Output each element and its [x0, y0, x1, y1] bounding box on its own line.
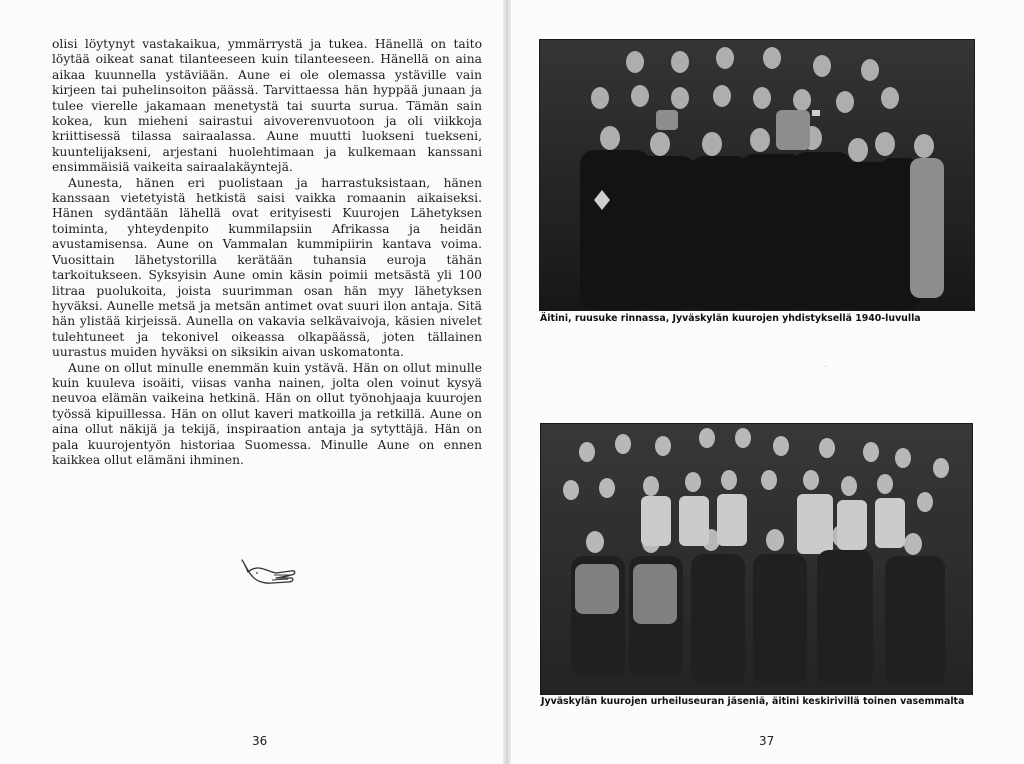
body-text: [52, 37, 482, 468]
paper-speck: ·: [824, 360, 828, 373]
paragraph-3: Aune on ollut minulle enemmän kuin ystävä. Hän on ollut minulle kuin kuuleva isoäiti, viisas vanha nainen, jolta olen voinut kysyä neuvoa elämän vaikeina hetkinä. Hän on ollut työnohjaaja kuurojen työssä kipuillessa. Hän on ollut kaveri matkoilla ja retkillä. Aune on aina ollut näkijä ja tekijä, inspiraation antaja ja sytyttäjä. Hän on pala kuurojentyön historiaa Suomessa. Minulle Aune on ennen kaikkea ollut elämäni ihminen.: [52, 360, 482, 467]
paragraph-1: olisi löytynyt vastakaikua, ymmärrystä ja tukea. Hänellä on taito löytää oikeat sanat tilanteeseen kuin tilanteeseen. Hänellä on aina aikaa kuunnella ystäviään. Aune ei ole olemassa ystäville vain kirjeen tai puhelinsoiton päässä. Tarvittaessa hän hyppää junaan ja tulee vierelle jakamaan menetystä tai suurta surua. Tämän sain kokea, kun mieheni sairastui aivoverenvuotoon ja oli viikkoja kriittisessä tilassa sairaalassa. Aune muutti luokseni tuekseni, kuuntelijakseni, arjestani huolehtimaan ja kulkemaan kanssani ensimmäisiä vaikeita sairaalakäyntejä.: [52, 37, 482, 175]
group-photo-2: [541, 424, 972, 694]
left-page: [0, 0, 505, 764]
page-number-right: 37: [759, 734, 775, 748]
group-photo-1: [540, 40, 974, 310]
photo1-caption: Äitini, ruusuke rinnassa, Jyväskylän kuurojen yhdistyksellä 1940-luvulla: [540, 313, 921, 324]
photo2-caption: Jyväskylän kuurojen urheiluseuran jäseniä, äitini keskirivillä toinen vasemmalta: [541, 696, 965, 707]
page-number-left: 36: [252, 734, 268, 748]
paragraph-2: Aunesta, hänen eri puolistaan ja harrastuksistaan, hänen kanssaan vietetyistä hetkistä saisi vaikka romaanin aikaiseksi. Hänen sydäntään lähellä ovat erityisesti Kuurojen Lähetyksen toiminta, yhteydenpito kummilapsiin Afrikassa ja heidän avustamisensa. Aune on Vammalan kummipiirin kantava voima. Vuosittain lähetystorilla kerätään tuhansia euroja tähän tarkoitukseen. Syksyisin Aune omin käsin poimii metsästä yli 100 litraa puolukoita, joista suurimman osan hän myy lähetyksen hyväksi. Aunelle metsä ja metsän antimet ovat suuri ilon antaja. Sitä hän ylistää kirjeissä. Aunella on vakavia selkävaivoja, käsien nivelet tulehtuneet ja tekonivel oikeassa olkapäässä, joten tällainen uurastus muiden hyväksi on siksikin aivan uskomatonta.: [52, 175, 482, 360]
dove-hand-icon: [236, 556, 298, 592]
